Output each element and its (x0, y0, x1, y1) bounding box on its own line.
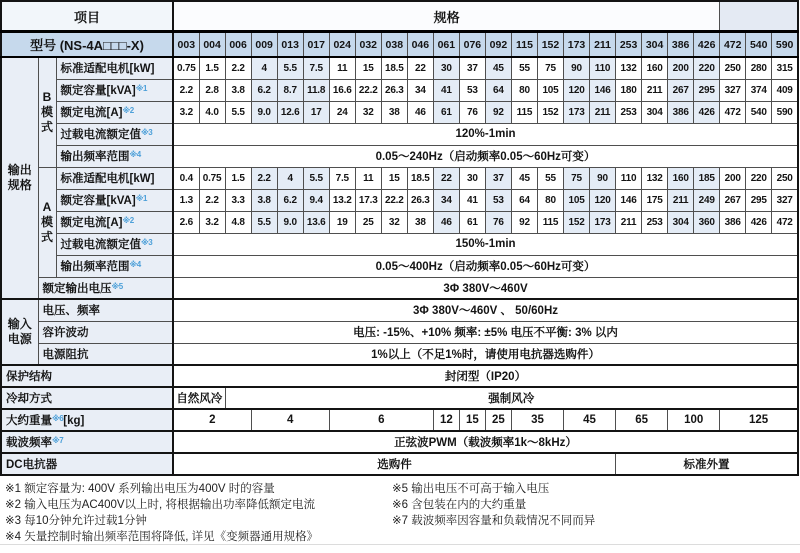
data-cell: 53 (459, 79, 485, 101)
merged-value-cell: 0.05～240Hz（启动频率0.05～60Hz可变） (173, 145, 798, 167)
row-label-text: 过载电流额定值 (60, 239, 141, 251)
row-cooling (1, 387, 798, 409)
data-cell: 249 (694, 189, 720, 211)
data-cell: 4 (277, 167, 303, 189)
data-cell: 5.5 (277, 57, 303, 79)
data-cell: 253 (616, 101, 642, 123)
footnote: ※4 矢量控制时输出频率范围将降低, 详见《变频器通用规格》 (5, 531, 319, 543)
data-cell: 540 (746, 101, 772, 123)
row-carrier (1, 431, 798, 453)
data-cell: 90 (564, 57, 590, 79)
data-cell: 220 (694, 57, 720, 79)
data-cell: 64 (511, 189, 537, 211)
row-label-text: 额定容量[kVA] (60, 195, 136, 207)
data-cell: 11 (329, 57, 355, 79)
data-cell: 32 (381, 211, 407, 233)
data-cell: 12.6 (277, 101, 303, 123)
row-label-text: 大约重量 (6, 415, 52, 427)
data-cell: 160 (668, 167, 694, 189)
footnotes-right (392, 481, 595, 529)
data-cell: 92 (485, 101, 511, 123)
footnote: ※1 额定容量为: 400V 系列输出电压为400V 时的容量 (5, 483, 275, 495)
data-cell: 2.2 (225, 57, 251, 79)
data-cell: 0.4 (173, 167, 199, 189)
data-cell: 3.2 (173, 101, 199, 123)
row-label (56, 79, 173, 101)
model-number-cell: 017 (303, 32, 329, 58)
data-cell: 105 (537, 79, 563, 101)
note-mark-icon: ※2 (122, 106, 134, 115)
model-number-cell: 032 (355, 32, 381, 58)
data-cell: 211 (642, 79, 668, 101)
data-cell: 61 (459, 211, 485, 233)
data-cell: 120 (564, 79, 590, 101)
row-label-text: 过载电流额定值 (60, 129, 141, 141)
row-label-text: 电压、频率 (42, 305, 100, 318)
row-b-amp (1, 101, 798, 123)
merged-value-cell: 1%以上（不足1%时，请使用电抗器选购件） (173, 343, 798, 365)
data-cell: 590 (772, 101, 798, 123)
data-cell: 105 (564, 189, 590, 211)
spec-header-tint-cell (720, 1, 798, 32)
row-a-kva (1, 189, 798, 211)
segment-value-cell: 4 (251, 409, 329, 431)
data-cell: 5.5 (251, 211, 277, 233)
model-number-cell: 386 (668, 32, 694, 58)
merged-value-cell: 0.05～400Hz（启动频率0.05～60Hz可变） (173, 255, 798, 277)
segment-value-cell: 35 (511, 409, 563, 431)
row-in-imp (1, 343, 798, 365)
model-number-cell: 003 (173, 32, 199, 58)
note-mark-icon: ※7 (52, 436, 64, 445)
data-cell: 8.7 (277, 79, 303, 101)
row-b-kva (1, 79, 798, 101)
data-cell: 38 (381, 101, 407, 123)
data-cell: 30 (459, 167, 485, 189)
segment-value-cell: 选购件 (173, 453, 616, 475)
row-label (56, 167, 173, 189)
data-cell: 9.0 (277, 211, 303, 233)
data-cell: 426 (746, 211, 772, 233)
note-mark-icon: ※6 (52, 414, 64, 423)
data-cell: 75 (537, 57, 563, 79)
model-number-cell: 038 (381, 32, 407, 58)
row-label (56, 145, 173, 167)
row-label-text: DC电抗器 (6, 459, 58, 471)
data-cell: 2.2 (199, 189, 225, 211)
footnote: ※5 输出电压不可高于输入电压 (392, 483, 550, 495)
data-cell: 22.2 (381, 189, 407, 211)
row-in-fluct (1, 321, 798, 343)
note-mark-icon: ※4 (129, 150, 141, 159)
data-cell: 253 (642, 211, 668, 233)
merged-value-cell: 150%-1min (173, 233, 798, 255)
row-label-text: 额定输出电压 (42, 282, 112, 295)
data-cell: 7.5 (329, 167, 355, 189)
row-rated-voltage (1, 277, 798, 299)
data-cell: 0.75 (199, 167, 225, 189)
model-number-cell: 152 (537, 32, 563, 58)
data-cell: 211 (616, 211, 642, 233)
data-cell: 1.3 (173, 189, 199, 211)
data-cell: 19 (329, 211, 355, 233)
merged-value-cell: 3Φ 380V～460V (173, 277, 798, 299)
data-cell: 22.2 (355, 79, 381, 101)
footnote: ※3 每10分钟允许过载1分钟 (5, 515, 147, 527)
row-label (56, 123, 173, 145)
data-cell: 386 (720, 211, 746, 233)
data-cell: 34 (407, 79, 433, 101)
row-label (56, 189, 173, 211)
data-cell: 115 (511, 101, 537, 123)
note-mark-icon: ※4 (129, 260, 141, 269)
data-cell: 38 (407, 211, 433, 233)
model-number-cell: 004 (199, 32, 225, 58)
row-a-overload (1, 233, 798, 255)
row-label-text: 载波频率 (6, 437, 52, 449)
row-label-text: 额定电流[A] (60, 217, 123, 229)
data-cell: 327 (720, 79, 746, 101)
data-cell: 64 (485, 79, 511, 101)
data-cell: 250 (720, 57, 746, 79)
data-cell: 34 (433, 189, 459, 211)
merged-value-cell: 3Φ 380V～460V 、 50/60Hz (173, 299, 798, 321)
data-cell: 17 (303, 101, 329, 123)
data-cell: 120 (590, 189, 616, 211)
data-cell: 9.4 (303, 189, 329, 211)
row-b-freq (1, 145, 798, 167)
data-cell: 3.8 (251, 189, 277, 211)
data-cell: 267 (668, 79, 694, 101)
data-cell: 267 (720, 189, 746, 211)
row-label-text: 标准适配电机[kW] (60, 173, 155, 185)
note-mark-icon: ※1 (135, 84, 147, 93)
model-number-cell: 013 (277, 32, 303, 58)
data-cell: 11.8 (303, 79, 329, 101)
merged-value-cell: 120%-1min (173, 123, 798, 145)
data-cell: 2.2 (251, 167, 277, 189)
data-cell: 55 (537, 167, 563, 189)
data-cell: 160 (642, 57, 668, 79)
row-label (38, 299, 173, 321)
row-label-text: 输出频率范围 (60, 151, 130, 163)
data-cell: 6.2 (277, 189, 303, 211)
data-cell: 220 (746, 167, 772, 189)
model-number-cell: 253 (616, 32, 642, 58)
segment-value-cell: 15 (459, 409, 485, 431)
row-label-text: 额定电流[A] (60, 107, 123, 119)
row-a-motor (1, 167, 798, 189)
data-cell: 18.5 (381, 57, 407, 79)
footnote: ※2 输入电压为AC400V以上时, 将根据输出功率降低额定电流 (5, 499, 315, 511)
data-cell: 185 (694, 167, 720, 189)
data-cell: 46 (433, 211, 459, 233)
data-cell: 25 (355, 211, 381, 233)
data-cell: 472 (720, 101, 746, 123)
merged-value-cell: 电压: -15%、+10% 频率: ±5% 电压不平衡: 3% 以内 (173, 321, 798, 343)
data-cell: 17.3 (355, 189, 381, 211)
data-cell: 22 (407, 57, 433, 79)
data-cell: 360 (694, 211, 720, 233)
data-cell: 55 (511, 57, 537, 79)
data-cell: 0.75 (173, 57, 199, 79)
segment-value-cell: 6 (329, 409, 433, 431)
merged-value-cell: 正弦波PWM（载波频率1k～8kHz） (173, 431, 798, 453)
row-protection (1, 365, 798, 387)
model-number-cell: 046 (407, 32, 433, 58)
data-cell: 327 (772, 189, 798, 211)
data-cell: 472 (772, 211, 798, 233)
data-cell: 374 (746, 79, 772, 101)
data-cell: 110 (590, 57, 616, 79)
mode-label-a: A模式 (38, 167, 56, 277)
row-label-text: 标准适配电机[kW] (60, 63, 155, 76)
model-row (1, 32, 798, 58)
footnotes-left (5, 481, 318, 545)
data-cell: 386 (668, 101, 694, 123)
data-cell: 4 (251, 57, 277, 79)
model-row-label: 型号 (NS-4A□□□-X) (1, 32, 173, 58)
data-cell: 15 (355, 57, 381, 79)
model-number-cell: 540 (746, 32, 772, 58)
model-number-cell: 304 (642, 32, 668, 58)
segment-value-cell: 强制风冷 (225, 387, 798, 409)
data-cell: 5.5 (225, 101, 251, 123)
data-cell: 26.3 (407, 189, 433, 211)
data-cell: 304 (642, 101, 668, 123)
model-number-cell: 590 (772, 32, 798, 58)
row-label-text: 电源阻抗 (42, 348, 89, 361)
row-label-text: 冷却方式 (6, 393, 52, 405)
row-label (38, 343, 173, 365)
data-cell: 146 (616, 189, 642, 211)
data-cell: 13.2 (329, 189, 355, 211)
row-a-amp (1, 211, 798, 233)
data-cell: 45 (485, 57, 511, 79)
data-cell: 173 (590, 211, 616, 233)
row-a-freq (1, 255, 798, 277)
data-cell: 13.6 (303, 211, 329, 233)
data-cell: 146 (590, 79, 616, 101)
data-cell: 41 (433, 79, 459, 101)
data-cell: 211 (668, 189, 694, 211)
segment-value-cell: 12 (433, 409, 459, 431)
row-label (56, 255, 173, 277)
data-cell: 315 (772, 57, 798, 79)
model-number-cell: 006 (225, 32, 251, 58)
data-cell: 37 (485, 167, 511, 189)
group-label-input: 输入电源 (1, 299, 38, 365)
data-cell: 152 (537, 101, 563, 123)
data-cell: 22 (433, 167, 459, 189)
note-mark-icon: ※1 (135, 194, 147, 203)
model-number-cell: 173 (564, 32, 590, 58)
row-label (56, 101, 173, 123)
data-cell: 4.8 (225, 211, 251, 233)
data-cell: 32 (355, 101, 381, 123)
spec-header-cell: 规格 (173, 1, 720, 32)
segment-value-cell: 45 (564, 409, 616, 431)
data-cell: 5.5 (303, 167, 329, 189)
data-cell: 41 (459, 189, 485, 211)
data-cell: 200 (668, 57, 694, 79)
row-label (38, 321, 173, 343)
data-cell: 9.0 (251, 101, 277, 123)
row-in-voltage (1, 299, 798, 321)
data-cell: 76 (459, 101, 485, 123)
data-cell: 80 (511, 79, 537, 101)
row-b-motor (1, 57, 798, 79)
data-cell: 30 (433, 57, 459, 79)
data-cell: 132 (616, 57, 642, 79)
data-cell: 3.2 (199, 211, 225, 233)
data-cell: 3.3 (225, 189, 251, 211)
row-label (56, 57, 173, 79)
data-cell: 1.5 (225, 167, 251, 189)
note-mark-icon: ※3 (141, 128, 153, 137)
model-number-cell: 472 (720, 32, 746, 58)
bottom-divider (0, 544, 800, 545)
model-number-cell: 061 (433, 32, 459, 58)
data-cell: 200 (720, 167, 746, 189)
data-cell: 61 (433, 101, 459, 123)
row-b-overload (1, 123, 798, 145)
data-cell: 110 (616, 167, 642, 189)
data-cell: 211 (590, 101, 616, 123)
row-label (1, 387, 173, 409)
item-header-cell: 项目 (1, 1, 173, 32)
data-cell: 24 (329, 101, 355, 123)
row-label (1, 431, 173, 453)
data-cell: 426 (694, 101, 720, 123)
row-label-suffix: [kg] (63, 415, 85, 427)
table-header-row (1, 1, 798, 32)
row-label-text: 容许波动 (42, 327, 89, 339)
row-label (56, 211, 173, 233)
data-cell: 1.5 (199, 57, 225, 79)
data-cell: 3.8 (225, 79, 251, 101)
note-mark-icon: ※5 (111, 281, 123, 291)
data-cell: 53 (485, 189, 511, 211)
data-cell: 45 (511, 167, 537, 189)
row-label-text: 输出频率范围 (60, 261, 130, 273)
merged-value-cell: 封闭型（IP20） (173, 365, 798, 387)
model-number-cell: 115 (511, 32, 537, 58)
row-label (56, 233, 173, 255)
data-cell: 11 (355, 167, 381, 189)
segment-value-cell: 25 (485, 409, 511, 431)
data-cell: 92 (511, 211, 537, 233)
data-cell: 15 (381, 167, 407, 189)
data-cell: 37 (459, 57, 485, 79)
data-cell: 2.6 (173, 211, 199, 233)
row-label (1, 365, 173, 387)
data-cell: 175 (642, 189, 668, 211)
data-cell: 250 (772, 167, 798, 189)
data-cell: 173 (564, 101, 590, 123)
model-number-cell: 024 (329, 32, 355, 58)
row-label-text: 额定容量[kVA] (60, 85, 136, 97)
segment-value-cell: 65 (616, 409, 668, 431)
data-cell: 180 (616, 79, 642, 101)
data-cell: 295 (694, 79, 720, 101)
note-mark-icon: ※2 (122, 216, 134, 225)
data-cell: 304 (668, 211, 694, 233)
data-cell: 75 (564, 167, 590, 189)
data-cell: 115 (537, 211, 563, 233)
data-cell: 2.2 (173, 79, 199, 101)
data-cell: 280 (746, 57, 772, 79)
data-cell: 152 (564, 211, 590, 233)
group-label-output: 输出规格 (1, 57, 38, 299)
data-cell: 132 (642, 167, 668, 189)
data-cell: 16.6 (329, 79, 355, 101)
model-number-cell: 092 (485, 32, 511, 58)
row-label-text: 保护结构 (6, 371, 52, 383)
data-cell: 76 (485, 211, 511, 233)
segment-value-cell: 100 (668, 409, 720, 431)
mode-label-b: B模式 (38, 57, 56, 167)
model-number-cell: 009 (251, 32, 277, 58)
segment-value-cell: 125 (720, 409, 798, 431)
data-cell: 46 (407, 101, 433, 123)
data-cell: 6.2 (251, 79, 277, 101)
segment-value-cell: 标准外置 (616, 453, 798, 475)
row-label (1, 409, 173, 431)
data-cell: 80 (537, 189, 563, 211)
data-cell: 295 (746, 189, 772, 211)
model-number-cell: 211 (590, 32, 616, 58)
data-cell: 7.5 (303, 57, 329, 79)
data-cell: 4.0 (199, 101, 225, 123)
data-cell: 18.5 (407, 167, 433, 189)
row-dc-reactor (1, 453, 798, 475)
data-cell: 409 (772, 79, 798, 101)
model-number-cell: 426 (694, 32, 720, 58)
data-cell: 2.8 (199, 79, 225, 101)
data-cell: 26.3 (381, 79, 407, 101)
model-number-cell: 076 (459, 32, 485, 58)
row-label (38, 277, 173, 299)
note-mark-icon: ※3 (141, 238, 153, 247)
footnote: ※6 含包装在内的大约重量 (392, 499, 527, 511)
row-label (1, 453, 173, 475)
footnote: ※7 载波频率因容量和负载情况不同而异 (392, 515, 596, 527)
segment-value-cell: 2 (173, 409, 251, 431)
row-weight (1, 409, 798, 431)
data-cell: 90 (590, 167, 616, 189)
segment-value-cell: 自然风冷 (173, 387, 225, 409)
